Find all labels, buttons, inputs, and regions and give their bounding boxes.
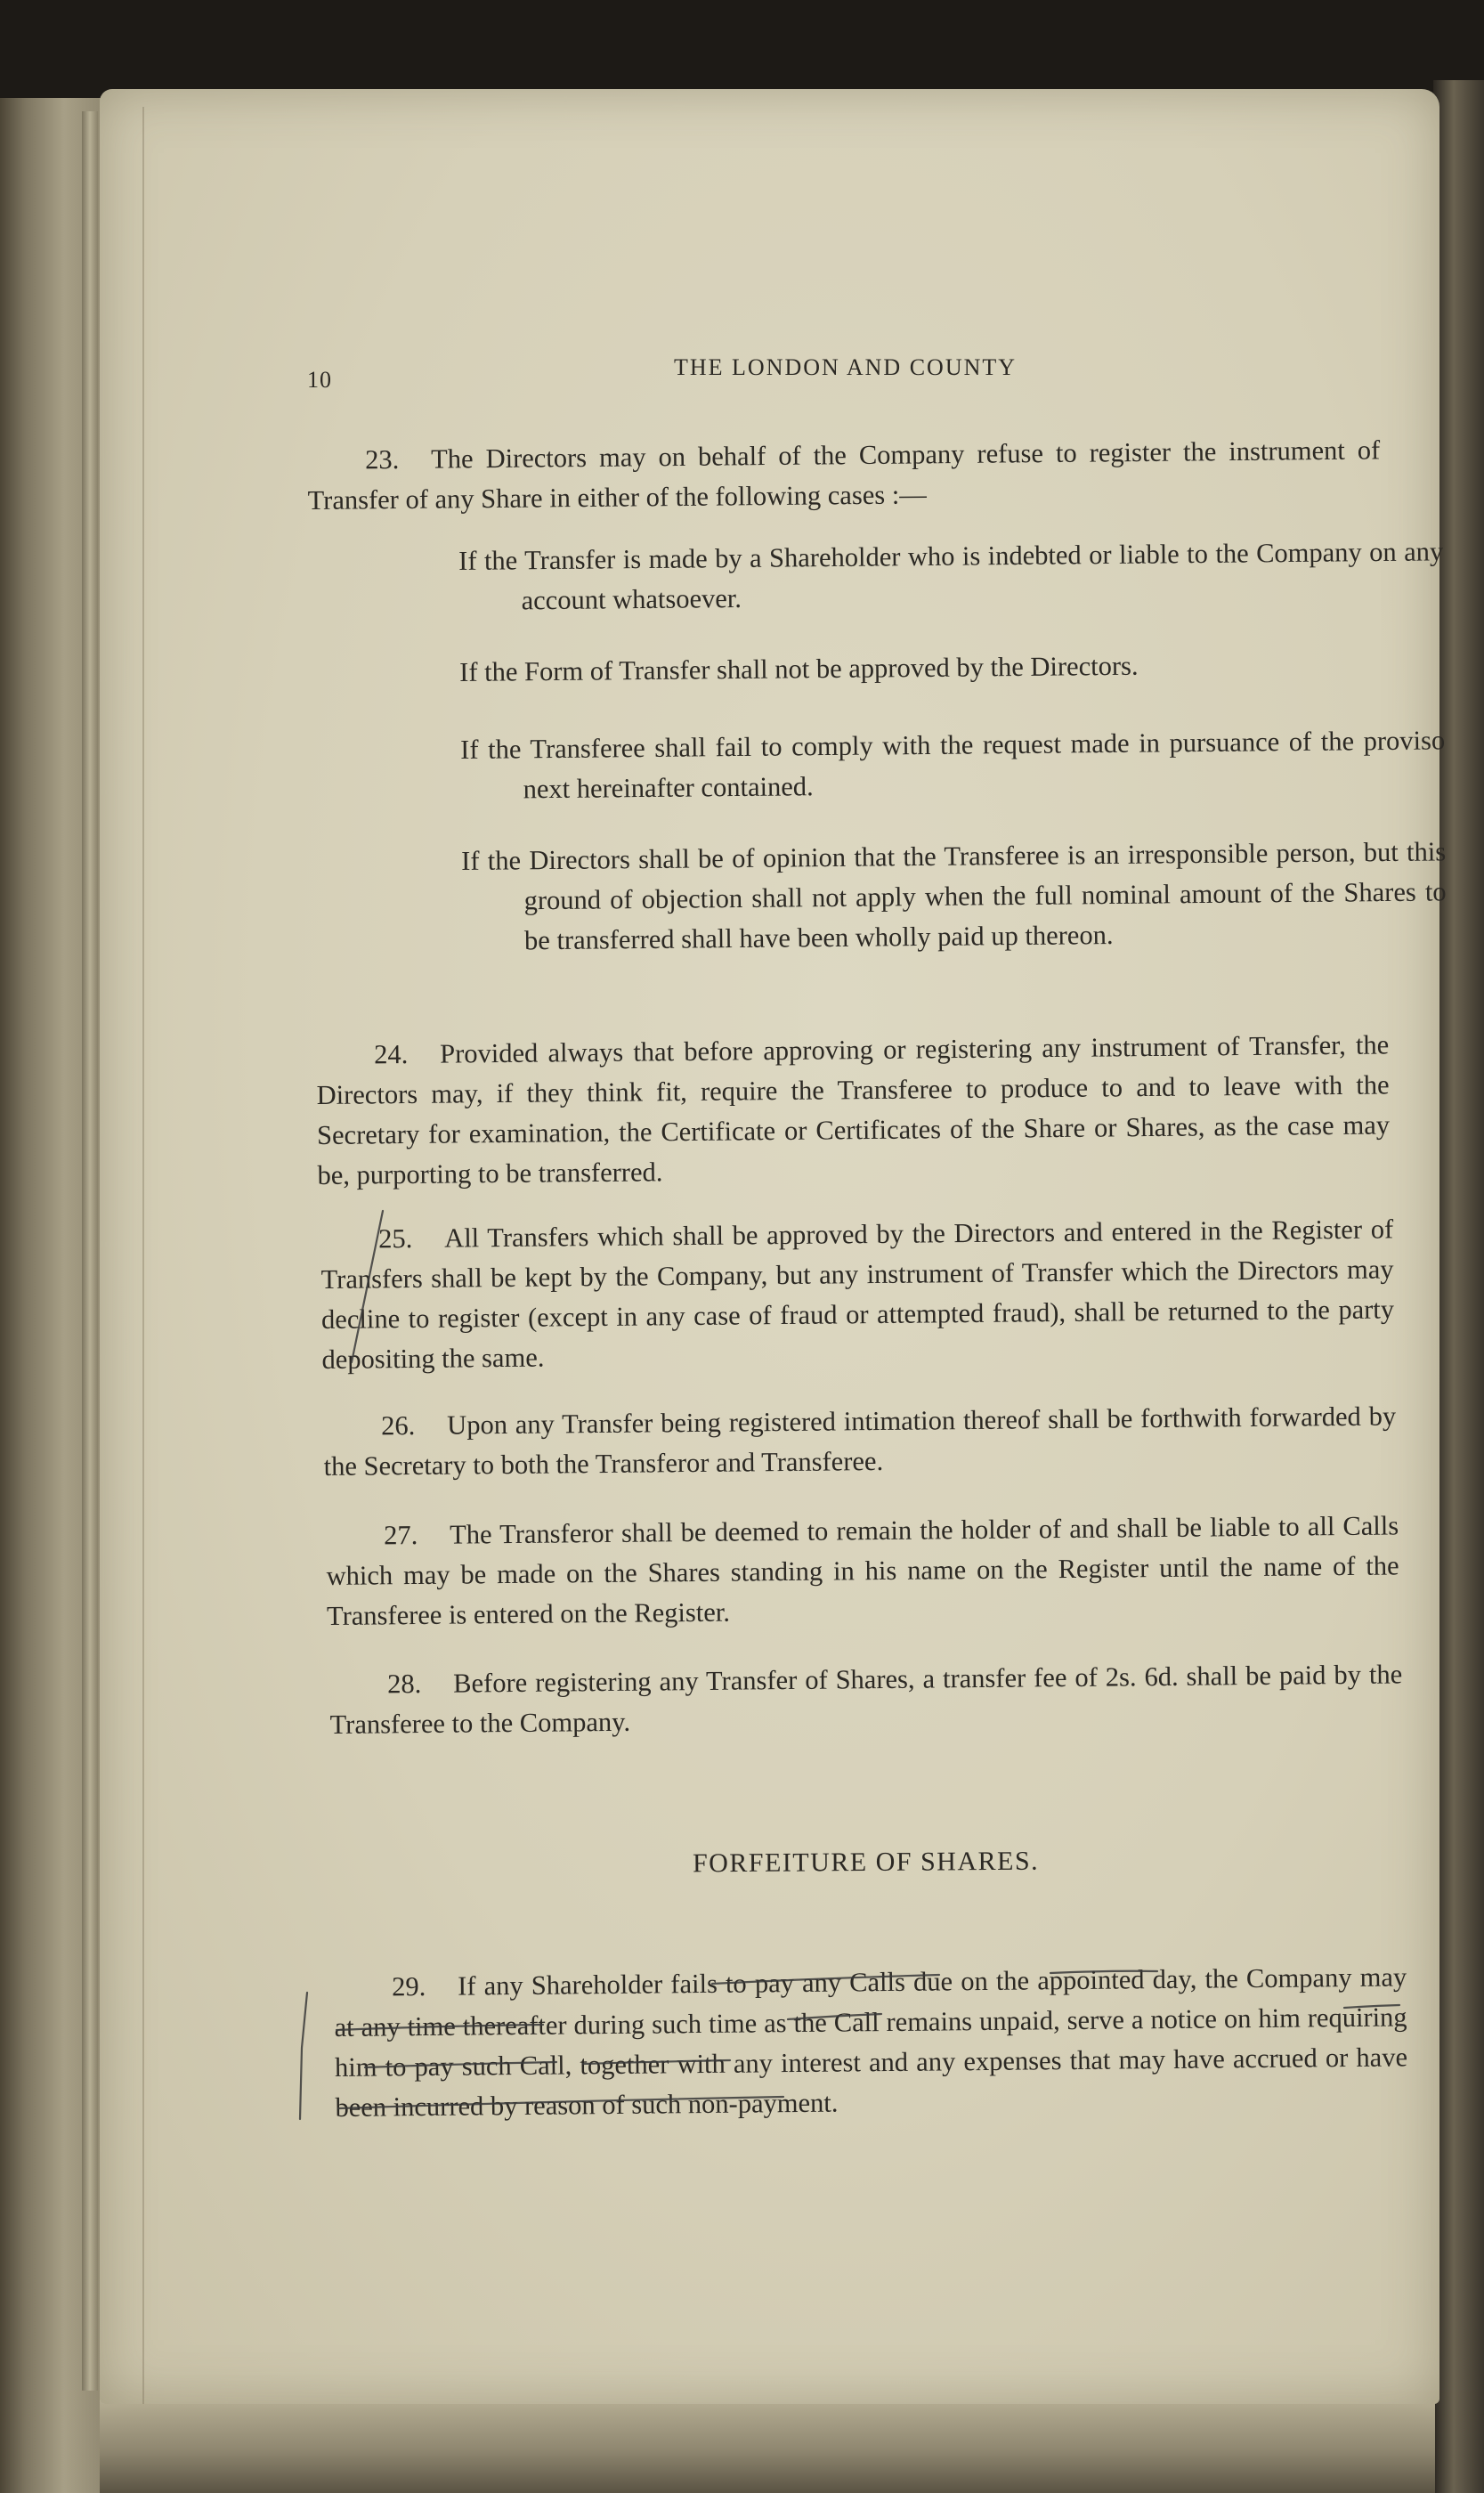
article-number: 23. [365, 444, 400, 475]
article-text: Before registering any Transfer of Shares, a transfer fee of 2s. 6d. shall be paid by the Transferee to the Company. [329, 1659, 1403, 1740]
article-27 [326, 1506, 1399, 1636]
article-23 [307, 430, 1381, 521]
article-number: 27. [384, 1520, 418, 1551]
next-page-edge [1433, 80, 1484, 2493]
article-text: All Transfers which shall be approved by the Directors and entered in the Register of Transfers shall be kept by the Company, but any instrument of Transfer which the Directors may decline to register (except in any case of fraud or attempted fraud), shall be returned to the party depositing the same. [320, 1214, 1395, 1375]
article-text: Provided always that before approving or registering any instrument of Transfer, the Directors may, if they think fit, require the Transferee to produce to and to leave with the Secretary for examination, the Certificate or Certificates of the Share or Shares, as the case may be, purporting to be transferred. [316, 1029, 1391, 1190]
article-number: 29. [392, 1971, 426, 2002]
article-24 [316, 1025, 1391, 1196]
running-head: THE LONDON AND COUNTY [674, 354, 1018, 380]
section-heading: FORFEITURE OF SHARES. [692, 1846, 1040, 1879]
article-26 [323, 1396, 1397, 1487]
article-text: If any Shareholder fails to pay any Calls due on the appointed day, the Company may at any time thereafter during such time as the Call remains unpaid, serve a notice on him requiring him to pay such Call, together with any interest and any expenses that may have accrued or have been incurred by reason of such non-payment. [334, 1961, 1408, 2123]
article-25 [320, 1209, 1395, 1380]
article-28 [329, 1654, 1403, 1745]
article-23-clause-1: If the Transfer is made by a Shareholder who is indebted or liable to the Company on any account whatsoever. [458, 536, 1444, 616]
article-text: The Directors may on behalf of the Company refuse to register the instrument of Transfer of any Share in either of the following cases :— [307, 434, 1381, 516]
article-23-clause-4: If the Directors shall be of opinion that the Transferee is an irresponsible person, but this ground of objection shall not apply when the full nominal amount of the Shares to be transferred shall have been wholly paid up thereon. [461, 836, 1447, 956]
page-number: 10 [307, 367, 332, 393]
page-fold-line [142, 107, 144, 2404]
binding-edge [82, 111, 98, 2391]
article-text: The Transferor shall be deemed to remain the holder of and shall be liable to all Calls which may be made on the Shares standing in his name on the Register until the name of the Transferee is entered on the Register. [326, 1510, 1399, 1631]
article-23-clause-2: If the Form of Transfer shall not be approved by the Directors. [459, 650, 1139, 687]
article-29 [334, 1957, 1408, 2128]
article-number: 25. [378, 1223, 413, 1255]
article-number: 28. [387, 1669, 422, 1700]
article-number: 24. [374, 1039, 409, 1070]
article-text: Upon any Transfer being registered intimation thereof shall be forthwith forwarded by the Secretary to both the Transferor and Transferee. [323, 1401, 1397, 1482]
article-23-clause-3: If the Transferee shall fail to comply with the request made in pursuance of the proviso next hereinafter contained. [460, 725, 1446, 805]
article-number: 26. [381, 1410, 416, 1441]
